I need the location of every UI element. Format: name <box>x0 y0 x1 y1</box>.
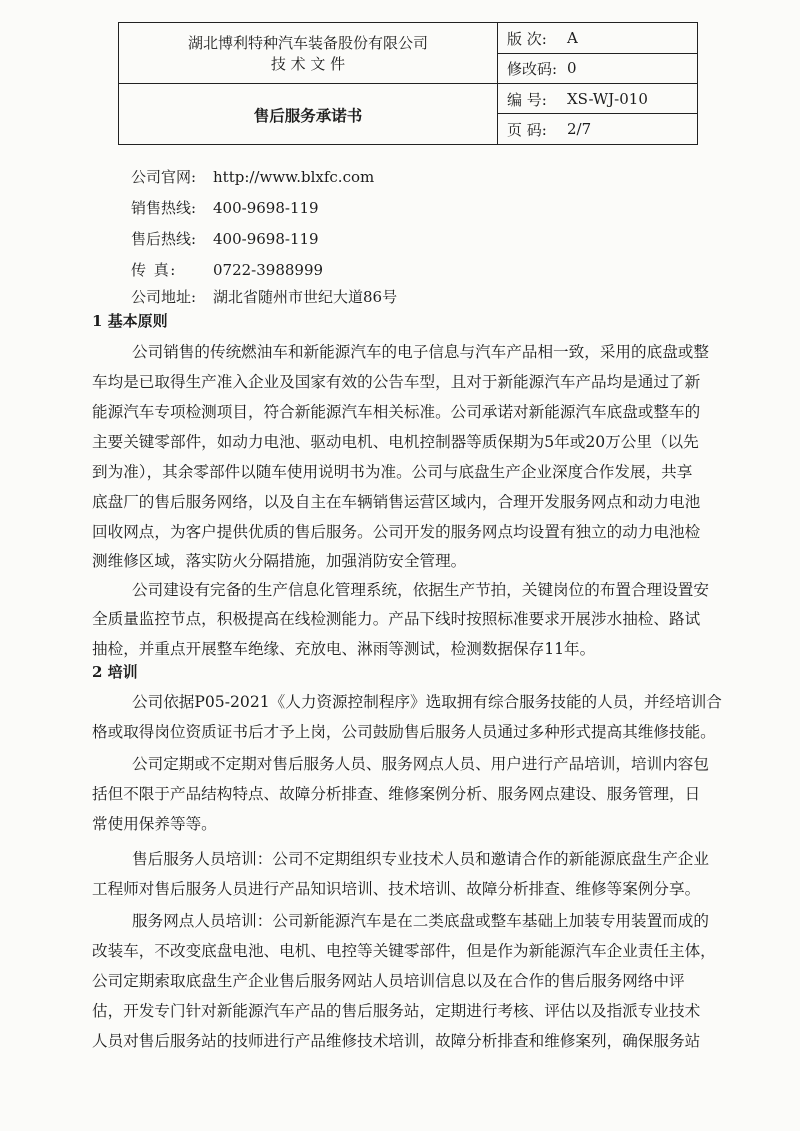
contact-service-hotline <box>131 228 319 250</box>
number-label: 编 号: <box>507 90 547 109</box>
version-value: A <box>567 29 578 47</box>
contact-value: 湖北省随州市世纪大道86号 <box>213 288 398 306</box>
paragraph-line: 全质量监控节点，积极提高在线检测能力。产品下线时按照标准要求开展涉水抽检、路试 <box>92 610 701 628</box>
paragraph-line: 底盘厂的售后服务网络，以及自主在车辆销售运营区域内，合理开发服务网点和动力电池 <box>92 493 701 511</box>
contact-address <box>131 286 397 308</box>
contact-value: 400-9698-119 <box>213 230 319 248</box>
document-type: 技 术 文 件 <box>270 54 346 73</box>
section-heading-training: 2 培训 <box>92 663 138 681</box>
number-value: XS-WJ-010 <box>567 90 648 108</box>
contact-label: 传 真: <box>131 261 177 279</box>
paragraph-line: 主要关键零部件，如动力电池、驱动电机、电机控制器等质保期为5年或20万公里（以先 <box>92 433 699 451</box>
number-row <box>507 84 697 114</box>
paragraph-line: 工程师对售后服务人员进行产品知识培训、技术培训、故障分析排查、维修等案例分享。 <box>92 880 701 898</box>
contact-value: http://www.blxfc.com <box>213 168 375 186</box>
company-block <box>119 23 497 84</box>
page-row <box>507 114 697 144</box>
document-title: 售后服务承诺书 <box>253 106 363 125</box>
contact-label: 售后热线: <box>131 230 197 248</box>
paragraph-line: 到为准），其余零部件以随车使用说明书为准。公司与底盘生产企业深度合作发展，共享 <box>92 463 693 481</box>
document-header-table <box>118 22 698 145</box>
paragraph-line: 括但不限于产品结构特点、故障分析排查、维修案例分析、服务网点建设、服务管理，日 <box>92 785 701 803</box>
paragraph-line: 常使用保养等等。 <box>92 815 217 833</box>
paragraph-line: 车均是已取得生产准入企业及国家有效的公告车型，且对于新能源汽车产品均是通过了新 <box>92 373 701 391</box>
paragraph-line: 公司建设有完备的生产信息化管理系统，依据生产节拍，关键岗位的布置合理设置安 <box>132 581 709 599</box>
section-heading-basic-principles: 1 基本原则 <box>92 312 168 330</box>
paragraph-line: 能源汽车专项检测项目，符合新能源汽车相关标准。公司承诺对新能源汽车底盘或整车的 <box>92 403 701 421</box>
paragraph-line: 人员对售后服务站的技师进行产品维修技术培训，故障分析排查和维修案列，确保服务站 <box>92 1032 701 1050</box>
contact-label: 公司地址: <box>131 288 197 306</box>
paragraph-line: 估，开发专门针对新能源汽车产品的售后服务站，定期进行考核、评估以及指派专业技术 <box>92 1002 701 1020</box>
contact-fax <box>131 259 323 281</box>
paragraph-line: 售后服务人员培训：公司不定期组织专业技术人员和邀请合作的新能源底盘生产企业 <box>132 850 709 868</box>
revision-row <box>507 53 697 83</box>
contact-website <box>131 166 374 188</box>
contact-value: 0722-3988999 <box>213 261 324 279</box>
contact-value: 400-9698-119 <box>213 199 319 217</box>
page-value: 2/7 <box>567 120 592 138</box>
paragraph-line: 抽检，并重点开展整车绝缘、充放电、淋雨等测试，检测数据保存11年。 <box>92 640 596 658</box>
paragraph-line: 服务网点人员培训：公司新能源汽车是在二类底盘或整车基础上加装专用装置而成的 <box>132 912 709 930</box>
page-label: 页 码: <box>507 120 547 139</box>
company-name: 湖北博利特种汽车装备股份有限公司 <box>187 33 428 52</box>
contact-label: 公司官网: <box>131 168 197 186</box>
paragraph-line: 公司定期或不定期对售后服务人员、服务网点人员、用户进行产品培训，培训内容包 <box>132 755 709 773</box>
paragraph-line: 测维修区域，落实防火分隔措施，加强消防安全管理。 <box>92 552 467 570</box>
contact-label: 销售热线: <box>131 199 197 217</box>
paragraph-line: 改装车，不改变底盘电池、电机、电控等关键零部件，但是作为新能源汽车企业责任主体， <box>92 942 716 960</box>
paragraph-line: 公司依据P05-2021《人力资源控制程序》选取拥有综合服务技能的人员，并经培训合 <box>132 693 722 711</box>
revision-value: 0 <box>567 59 577 77</box>
revision-label: 修改码: <box>507 59 558 78</box>
paragraph-line: 公司销售的传统燃油车和新能源汽车的电子信息与汽车产品相一致，采用的底盘或整 <box>132 343 709 361</box>
version-row <box>507 23 697 53</box>
paragraph-line: 格或取得岗位资质证书后才予上岗，公司鼓励售后服务人员通过多种形式提高其维修技能。 <box>92 723 716 741</box>
version-label: 版 次: <box>507 29 547 48</box>
paragraph-line: 回收网点，为客户提供优质的售后服务。公司开发的服务网点均设置有独立的动力电池检 <box>92 523 701 541</box>
contact-sales-hotline <box>131 197 319 219</box>
paragraph-line: 公司定期索取底盘生产企业售后服务网站人员培训信息以及在合作的售后服务网络中评 <box>92 972 685 990</box>
